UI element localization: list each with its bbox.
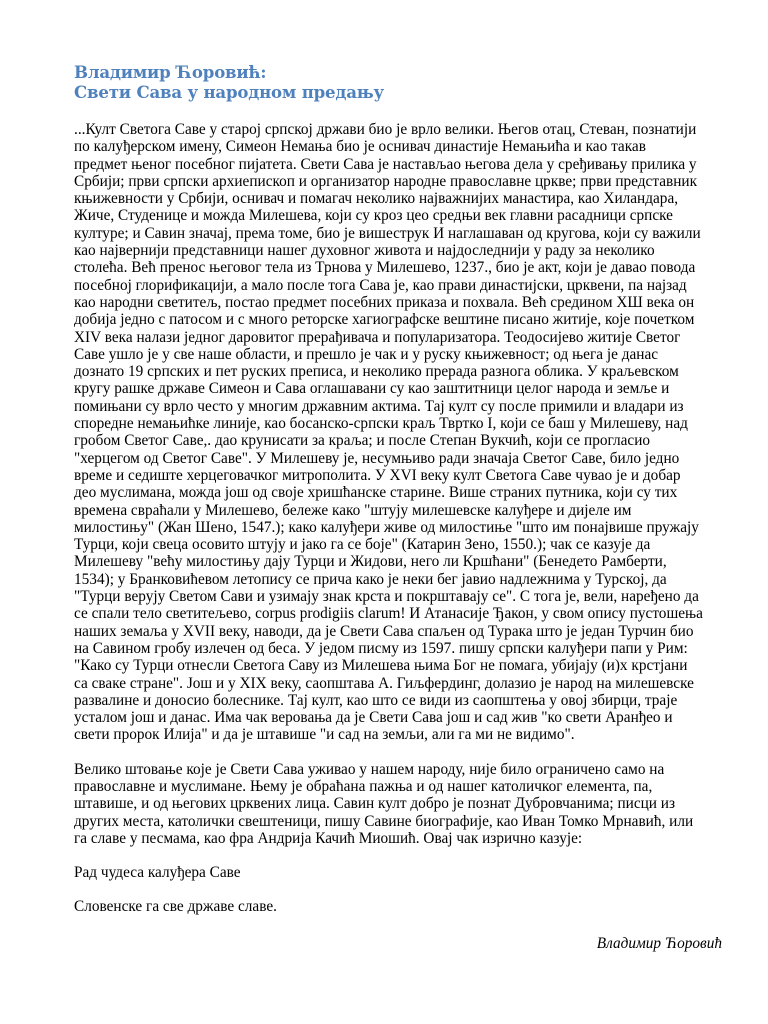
title-subject-line: Свети Сава у народном предању (74, 82, 384, 102)
document-page (74, 62, 722, 967)
document-title (74, 62, 722, 102)
title-author-line: Владимир Ћоровић: (74, 62, 267, 82)
paragraph-catholic-veneration: Велико штовање које је Свети Сава уживао у нашем народу, није било ограничено само на православне и муслимане. Њему је обраћана пажња и од нашег католичког елемента, па, штавише, и од његових црквених лица. Савин култ добро је познат Дубровчанима; писци из других места, католички свештеници, пишу Савине биографије, као Иван Томко Мрнавић, или га славе у песмама, као фра Андрија Качић Миошић. Овај чак изрично казује: (74, 760, 694, 847)
verse-line-2: Словенске га све државе славе. (74, 898, 277, 916)
verse-line-1: Рад чудеса калуђера Саве (74, 864, 241, 882)
author-signature: Владимир Ћоровић (596, 934, 722, 952)
paragraph-cult-of-saint-sava: ...Култ Светога Саве у старој српској држави био је врло велики. Његов отац, Стеван, познатији по калуђерском имену, Симеон Немања био је оснивач династије Немањића и као такав предмет њеног посебног пијатета. Свети Сава је настављао његова дела у сређивању прилика у Србији; први српски архиепископ и организатор народне православне цркве; први представник књижевности у Србији, оснивач и помагач неколико најважнијих манастира, као Хиландара, Жиче, Студенице и можда Милешева, који су кроз цео средњи век главни расадници српске културе; и Савин значај, према томе, био је вишеструк И наглашаван од кругова, који су важили као највернији представници нашег духовног живота и најдоследнији у раду за неколико столећа. Већ пренос његовог тела из Трнова у Милешево, 1237., био је акт, који је давао повода посебној глорификацији, а мало после тога Сава је, као прави династијски, црквени, па најзад као народни светитељ, постао предмет посебних приказа и похвала. Већ средином ХШ века он добија једно с патосом и с много реторске хагиографске вештине писано житије, које почетком XIV века налази једног даровитог прерађивача и популаризатора. Теодосијево житије Светог Саве ушло је у све наше области, и прешло је чак и у руску књижевност; од њега је данас дознато 19 српских и пет руских преписа, и неколико прерада разнога облика. У краљевском кругу рашке државе Симеон и Сава оглашавани су као заштитници целог народа и земље и помињани су врло често у многим државним актима. Тај култ су после примили и владари из споредне немањићке линије, као босанско-српски краљ Твртко I, који се баш у Милешеву, над гробом Светог Саве,. дао крунисати за краља; и после Степан Вукчић, који се прогласио "херцегом од Светог Саве". У Милешеву је, несумњиво ради значаја Светог Саве, било једно време и седиште херцеговачког митрополита. У XVI веку култ Светога Саве чувао је и добар део муслимана, можда још од своје хришћанске старине. Више страних путника, који су тих времена свраћали у Милешево, бележе како "штују милешевске калуђере и дијеле им милостињу" (Жан Шено, 1547.); како калуђери живе од милостиње "што им понајвише пружају Турци, који свеца осовито штују и јако га се боје" (Катарин Зено, 1550.); чак се казује да Милешеву "већу милостињу дају Турци и Жидови, него ли Кршћани" (Бенедето Рамберти, 1534); у Бранковићевом летопису се прича како је неки бег јавио надлежнима у Турској, да "Турци верују Светом Сави и узимају знак крста и покрштавају се". С тога је, вели, наређено да се спали тело светитељево, corpus prodigiis clarum! И Атанасије Ђакон, у свом опису пустошења наших земаља у XVII веку, наводи, да је Свети Сава спаљен од Турака што је један Турчин био на Савином гробу излечен од беса. У једом писму из 1597. пишу српски калуђери папи у Рим: "Како су Турци отнесли Светога Саву из Милешева њима Бог не помага, убијају (и)х крстјани са сваке стране". Још и у XIX веку, саопштава А. Гиљфердинг, долазио је народ на милешевске развалине и доносио болеснике. Тај култ, као што се види из саопштења у овој збирци, траје усталом још и данас. Има чак веровања да је Свети Сава још и сад жив "ко свети Аранђео и свети пророк Илија" и да је штавише "и сад на земљи, али га ми не видимо". (74, 121, 703, 744)
